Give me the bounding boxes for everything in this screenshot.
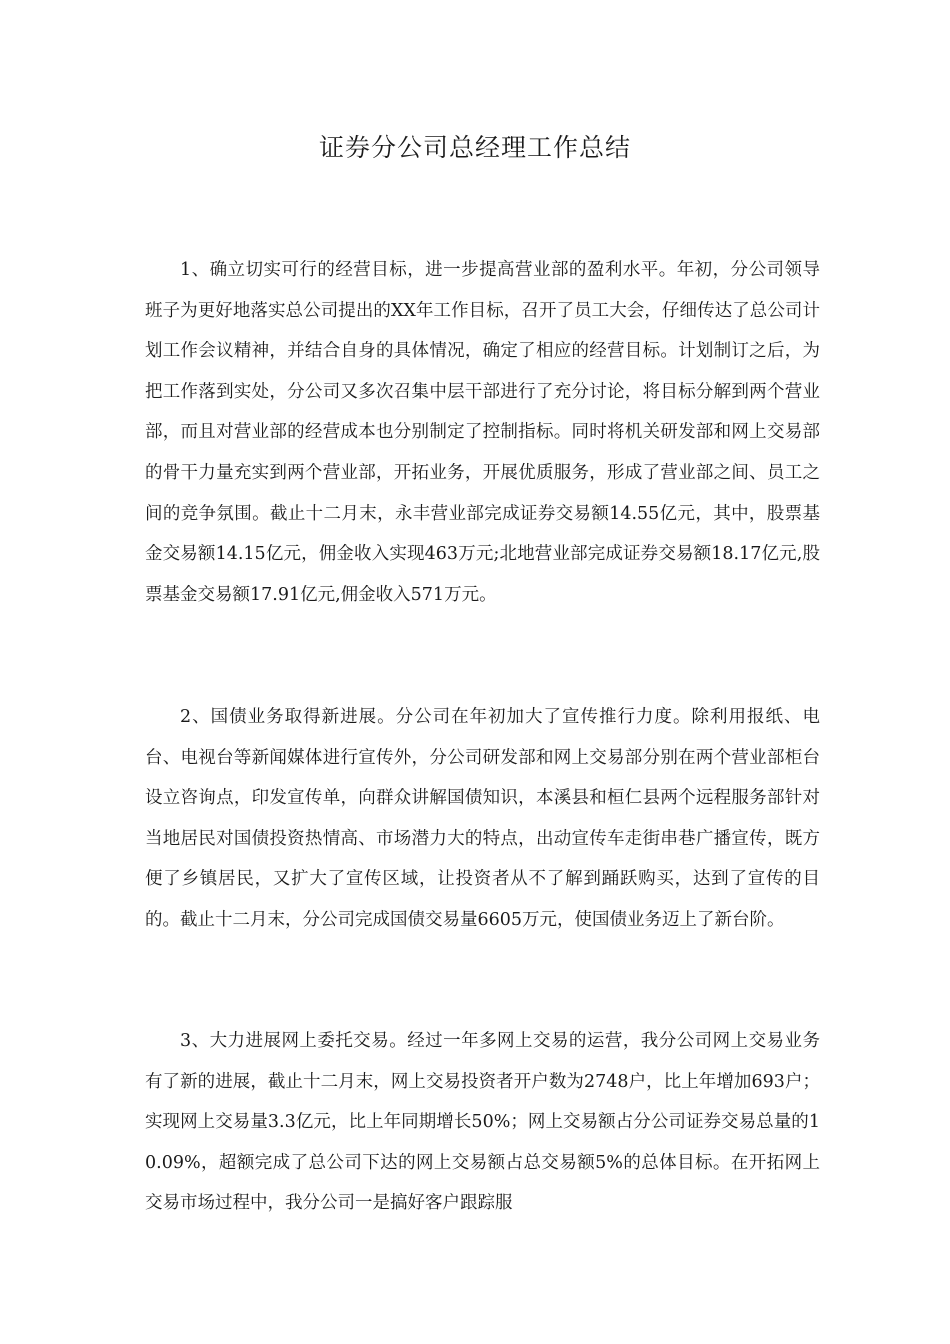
paragraph-2: 2、国债业务取得新进展。分公司在年初加大了宣传推行力度。除利用报纸、电台、电视台等新闻媒体进行宣传外，分公司研发部和网上交易部分别在两个营业部柜台设立咨询点，印发宣传单，向群众讲解国债知识，本溪县和桓仁县两个远程服务部针对当地居民对国债投资热情高、市场潜力大的特点，出动宣传车走街串巷广播宣传，既方便了乡镇居民，又扩大了宣传区域，让投资者从不了解到踊跃购买，达到了宣传的目的。截止十二月末，分公司完成国债交易量6605万元，使国债业务迈上了新台阶。	[145, 707, 820, 930]
document-title: 证券分公司总经理工作总结	[318, 133, 631, 162]
paragraph-1: 1、确立切实可行的经营目标，进一步提高营业部的盈利水平。年初，分公司领导班子为更好地落实总公司提出的XX年工作目标，召开了员工大会，仔细传达了总公司计划工作会议精神，并结合自身的具体情况，确定了相应的经营目标。计划制订之后，为把工作落到实处，分公司又多次召集中层干部进行了充分讨论，将目标分解到两个营业部，而且对营业部的经营成本也分别制定了控制指标。同时将机关研发部和网上交易部的骨干力量充实到两个营业部，开拓业务，开展优质服务，形成了营业部之间、员工之间的竞争氛围。截止十二月末，永丰营业部完成证券交易额14.55亿元，其中，股票基金交易额14.15亿元，佣金收入实现463万元;北地营业部完成证券交易额18.17亿元,股票基金交易额17.91亿元,佣金收入571万元。	[145, 260, 820, 605]
paragraph-3: 3、大力进展网上委托交易。经过一年多网上交易的运营，我分公司网上交易业务有了新的进展，截止十二月末，网上交易投资者开户数为2748户，比上年增加693户；实现网上交易量3.3亿元，比上年同期增长50%；网上交易额占分公司证券交易总量的10.09%，超额完成了总公司下达的网上交易额占总交易额5%的总体目标。在开拓网上交易市场过程中，我分公司一是搞好客户跟踪服	[145, 1031, 820, 1214]
